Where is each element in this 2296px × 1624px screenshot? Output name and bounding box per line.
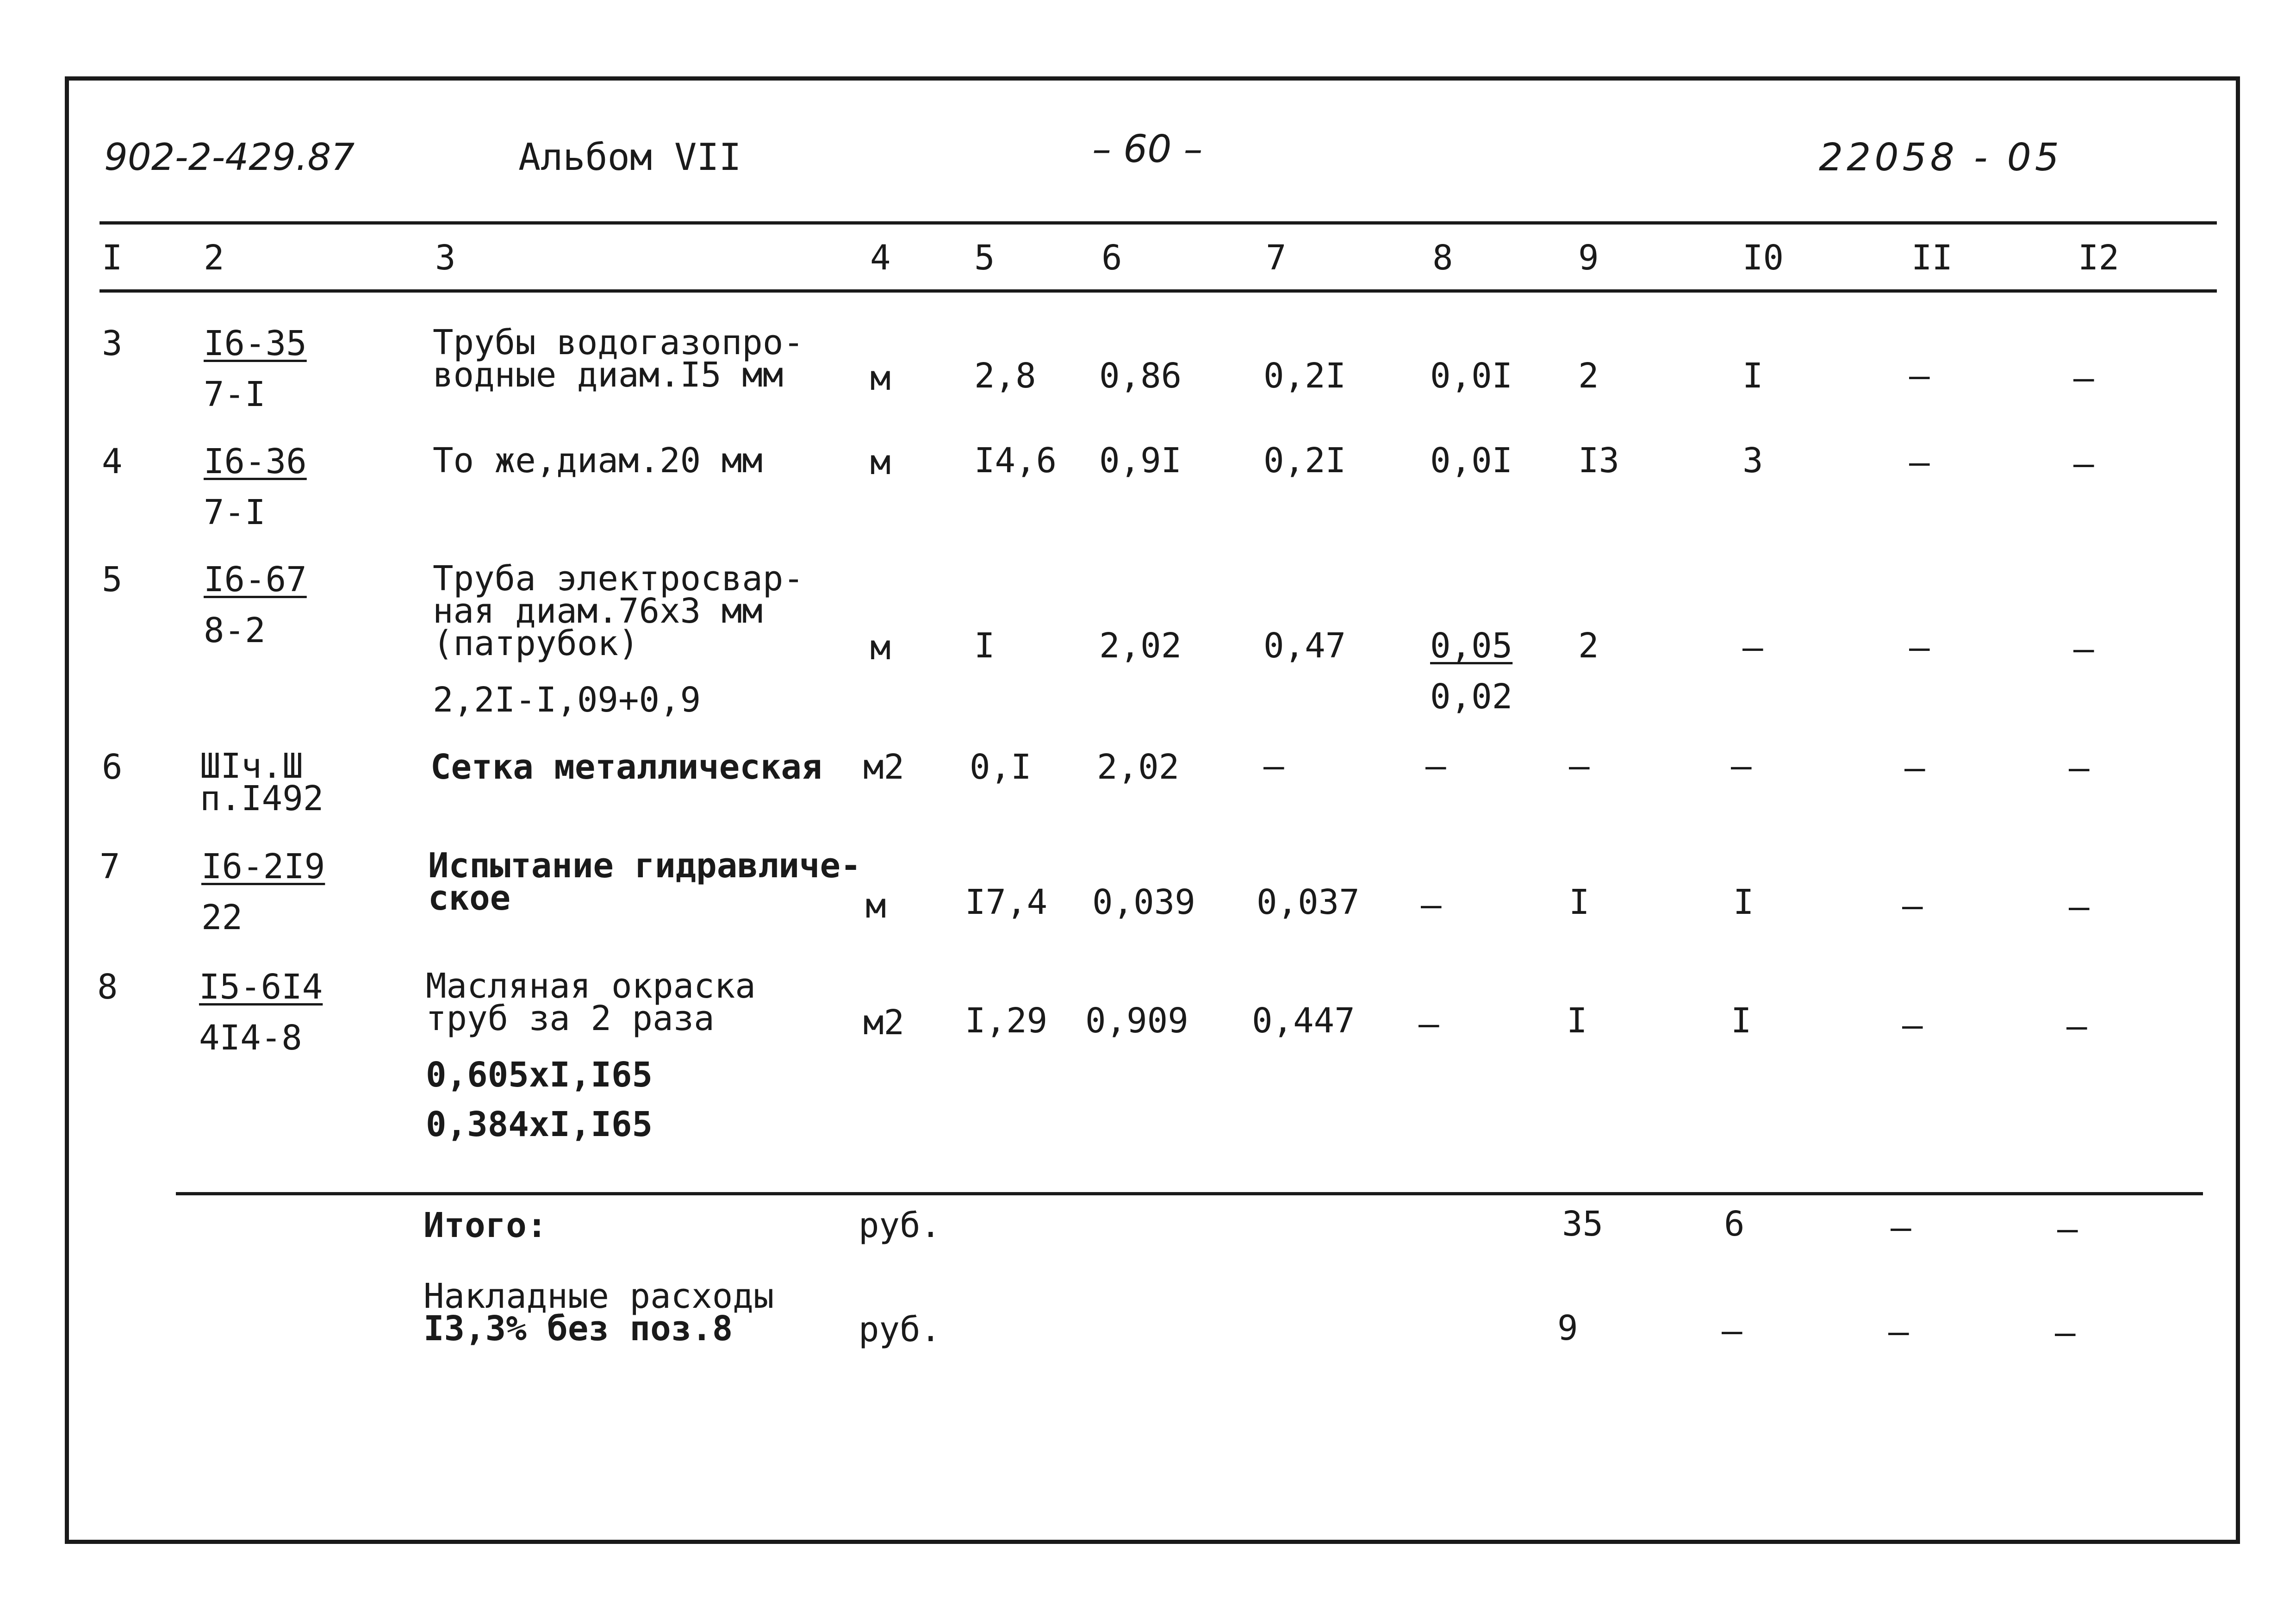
norm-subcode: 7-I [204, 375, 266, 414]
row-number: 6 [102, 747, 123, 787]
item-name-line: То же,диам.20 мм [433, 441, 763, 481]
unit-cell: м [865, 886, 886, 926]
col12-cell: – [2069, 748, 2090, 788]
item-name-line: (патрубок) [433, 624, 639, 663]
unit-cell: м [870, 358, 891, 398]
col10-cell: I [1742, 356, 1763, 396]
col8-cell: – [1421, 885, 1442, 925]
col10-cell: I [1731, 1001, 1752, 1041]
norm-code: I6-36 [204, 442, 307, 481]
item-name-line: Масляная окраска [426, 966, 756, 1006]
col7-cell: 0,447 [1252, 1001, 1355, 1041]
unit-cell: м2 [863, 747, 905, 787]
page-number: – 60 – [1092, 127, 1203, 171]
album-label: Альбом VII [518, 136, 741, 179]
column-header: 4 [870, 238, 891, 278]
unit-cell: м [870, 628, 891, 668]
col12-cell: – [2057, 1209, 2078, 1249]
col5-cell: I7,4 [965, 882, 1048, 922]
col9-cell: I [1569, 882, 1590, 922]
page-frame [65, 76, 2240, 1544]
col8-cell: 0,0I [1430, 356, 1513, 396]
col9-cell: – [1569, 746, 1590, 786]
col9-cell: 9 [1557, 1308, 1578, 1348]
totals-rule [176, 1192, 2203, 1195]
col6-cell: 0,039 [1092, 882, 1195, 922]
col5-cell: I4,6 [974, 441, 1057, 481]
col6-cell: 0,9I [1099, 441, 1182, 481]
item-name-line: Сетка металлическая [430, 747, 822, 787]
norm-subcode: 7-I [204, 493, 266, 532]
col7-cell: 0,2I [1263, 356, 1346, 396]
col8-cell: – [1425, 746, 1446, 786]
norm-subcode: п.I492 [200, 779, 324, 818]
norm-subcode: 22 [201, 898, 243, 937]
col7-cell: 0,47 [1263, 626, 1346, 666]
col11-cell: – [1891, 1208, 1911, 1248]
column-header: 9 [1578, 238, 1599, 278]
col12-cell: – [2055, 1313, 2076, 1353]
item-calculation: 0,605хI,I65 [426, 1055, 653, 1095]
column-header: I0 [1742, 238, 1784, 278]
col10-cell: 6 [1724, 1204, 1745, 1244]
item-name-line: Испытание гидравличе- [428, 846, 861, 886]
col11-cell: – [1902, 1006, 1923, 1045]
row-number: 3 [102, 324, 123, 363]
col9-cell: 2 [1578, 356, 1599, 396]
norm-code: ШIч.Ш [200, 746, 303, 786]
col8-cell-second: 0,02 [1430, 677, 1513, 717]
norm-subcode: 8-2 [204, 611, 266, 650]
col6-cell: 2,02 [1097, 747, 1180, 787]
row-number: 8 [97, 967, 118, 1007]
header-bottom-rule [100, 289, 2217, 293]
column-header: 7 [1266, 238, 1287, 278]
item-name-line: ная диам.76х3 мм [433, 591, 763, 631]
col9-cell: I3 [1578, 441, 1620, 481]
col5-cell: I,29 [965, 1001, 1048, 1041]
col10-cell: I [1733, 882, 1754, 922]
sheet-code: 22058 - 05 [1819, 136, 2063, 180]
col12-cell: – [2073, 444, 2094, 484]
col10-cell: 3 [1742, 441, 1763, 481]
totals-label: Итого: [423, 1206, 548, 1245]
col6-cell: 2,02 [1099, 626, 1182, 666]
item-name-line: Трубы водогазопро- [433, 323, 804, 362]
column-header: II [1911, 238, 1953, 278]
col12-cell: – [2073, 629, 2094, 669]
column-header: 8 [1432, 238, 1453, 278]
norm-code: I5-6I4 [199, 967, 323, 1007]
row-number: 4 [102, 442, 123, 481]
norm-code: I6-35 [204, 324, 307, 363]
col11-cell: – [1909, 356, 1930, 396]
col5-cell: 0,I [970, 747, 1032, 787]
col7-cell: – [1263, 746, 1284, 786]
col7-cell: 0,2I [1263, 441, 1346, 481]
norm-subcode: 4I4-8 [199, 1018, 302, 1058]
header-top-rule [100, 221, 2217, 225]
item-name-line: водные диам.I5 мм [433, 355, 784, 395]
col5-cell: I [974, 626, 995, 666]
norm-code: I6-67 [204, 560, 307, 600]
col12-cell: – [2069, 887, 2090, 927]
column-header: I2 [2078, 238, 2120, 278]
unit-cell: руб. [859, 1206, 941, 1245]
col12-cell: – [2073, 358, 2094, 398]
col9-cell: I [1567, 1001, 1587, 1041]
norm-code: I6-2I9 [201, 847, 325, 887]
row-number: 7 [100, 847, 120, 887]
row-number: 5 [102, 560, 123, 600]
unit-cell: м [870, 443, 891, 482]
col6-cell: 0,909 [1085, 1001, 1188, 1041]
col9-cell: 35 [1562, 1204, 1604, 1244]
overhead-label: I3,3% без поз.8 [423, 1309, 733, 1349]
item-calculation: 2,2I-I,09+0,9 [433, 680, 701, 720]
col9-cell: 2 [1578, 626, 1599, 666]
unit-cell: м2 [863, 1003, 905, 1043]
document-code: 902-2-429.87 [104, 136, 355, 179]
item-name-line: труб за 2 раза [426, 999, 715, 1038]
col11-cell: – [1902, 886, 1923, 926]
item-calculation: 0,384хI,I65 [426, 1105, 653, 1144]
col8-cell: 0,0I [1430, 441, 1513, 481]
overhead-label: Накладные расходы [423, 1276, 774, 1316]
column-header: 3 [435, 238, 456, 278]
col10-cell: – [1731, 746, 1752, 786]
col12-cell: – [2066, 1006, 2087, 1046]
item-name-line: Труба электросвар- [433, 559, 804, 599]
col6-cell: 0,86 [1099, 356, 1182, 396]
col5-cell: 2,8 [974, 356, 1036, 396]
col10-cell: – [1722, 1311, 1742, 1351]
col11-cell: – [1909, 443, 1930, 482]
column-header: 5 [974, 238, 995, 278]
col7-cell: 0,037 [1257, 882, 1360, 922]
col11-cell: – [1904, 748, 1925, 788]
col8-cell: 0,05 [1430, 626, 1513, 666]
column-header: 6 [1101, 238, 1122, 278]
item-name-line: ское [428, 878, 511, 918]
column-header: I [102, 238, 123, 278]
col8-cell: – [1419, 1004, 1439, 1044]
column-header: 2 [204, 238, 224, 278]
col11-cell: – [1909, 628, 1930, 668]
col11-cell: – [1888, 1312, 1909, 1352]
unit-cell: руб. [859, 1310, 941, 1349]
col10-cell: – [1742, 628, 1763, 668]
